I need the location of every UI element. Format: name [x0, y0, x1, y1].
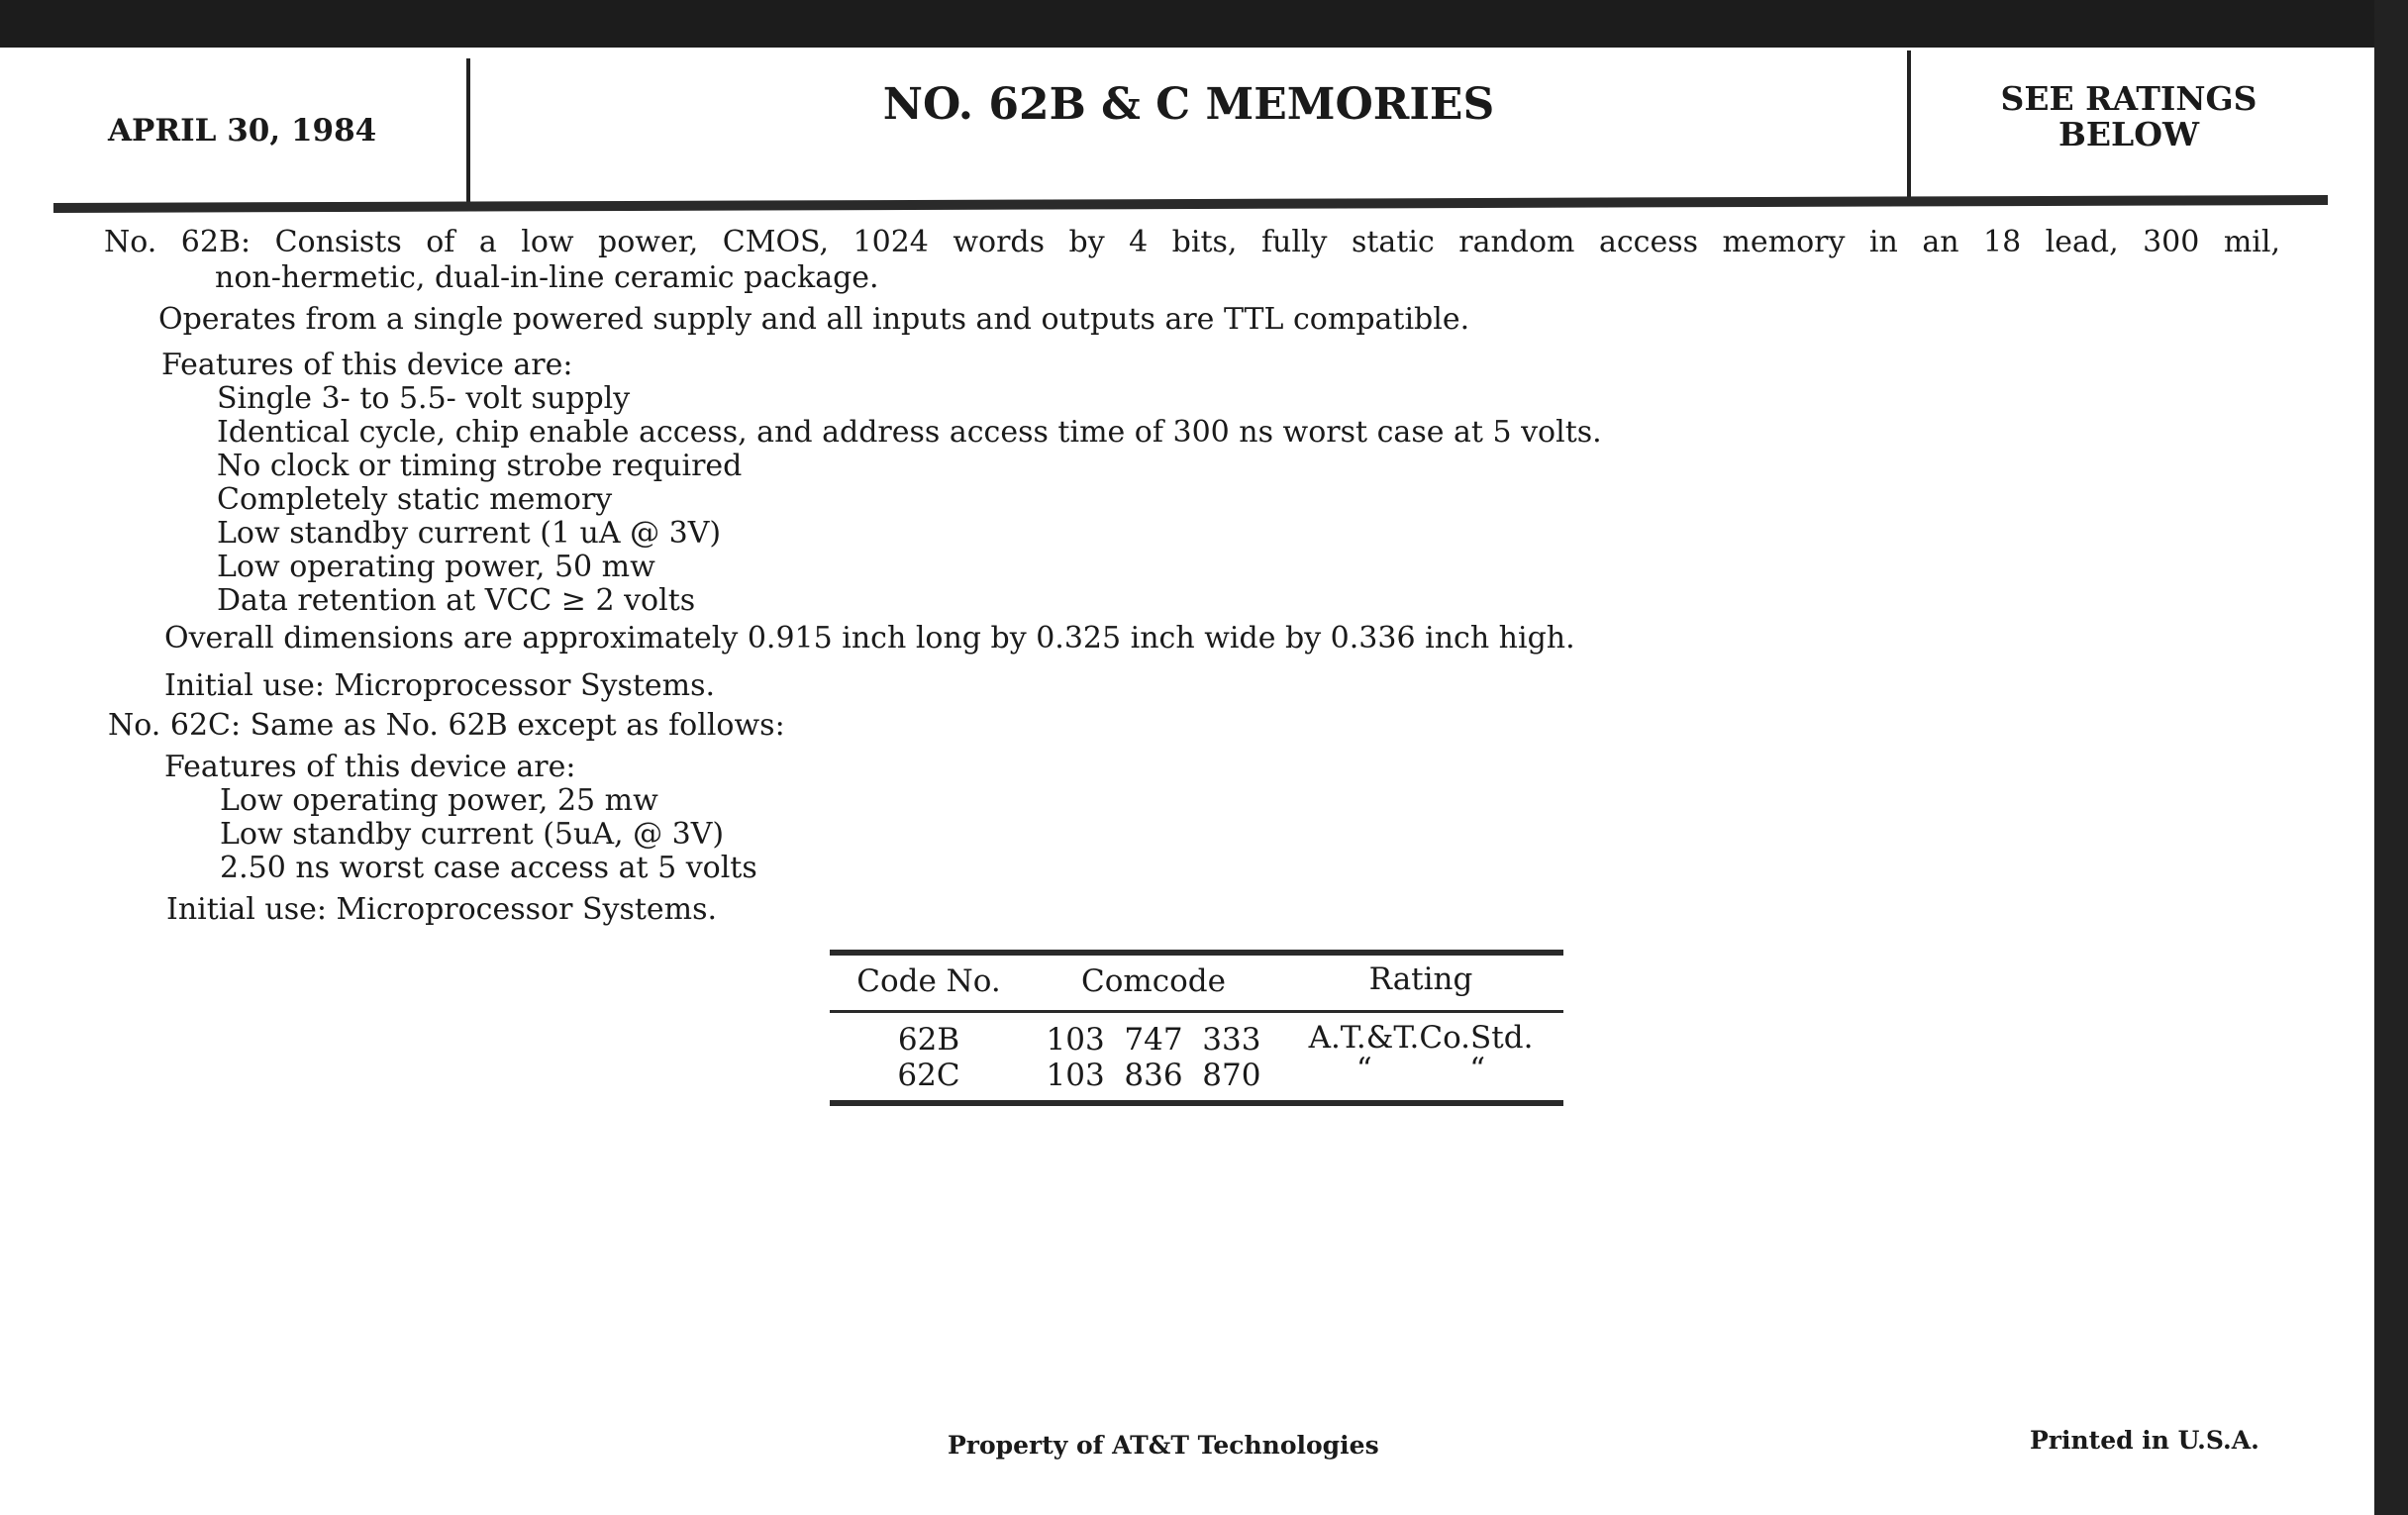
cell-comcode: 103 747 333 — [1046, 1022, 1261, 1058]
feature-item: Low operating power, 50 mw — [217, 550, 655, 584]
property-notice: Property of AT&T Technologies — [948, 1431, 1379, 1460]
cell-code: 62B — [897, 1022, 960, 1058]
feature-item: Single 3- to 5.5- volt supply — [217, 381, 631, 416]
printed-notice: Printed in U.S.A. — [2030, 1426, 2259, 1455]
header-rule — [53, 195, 2328, 213]
no62c-features-heading: Features of this device are: — [164, 750, 576, 784]
no62c-description: No. 62C: Same as No. 62B except as follows: — [108, 708, 785, 743]
table-bottom-rule — [830, 1100, 1563, 1106]
no62b-dimensions: Overall dimensions are approximately 0.915 inch long by 0.325 inch wide by 0.336 inch high. — [164, 621, 1575, 656]
cell-comcode: 103 836 870 — [1046, 1058, 1261, 1093]
feature-item: No clock or timing strobe required — [217, 449, 743, 483]
no62b-description: No. 62B: Consists of a low power, CMOS, 1024 words by 4 bits, fully static random access memory in an 18 lead, 300 mil, — [104, 225, 2280, 259]
no62b-initial-use: Initial use: Microprocessor Systems. — [164, 668, 716, 703]
no62b-operates: Operates from a single powered supply and all inputs and outputs are TTL compatible. — [158, 302, 1470, 337]
feature-item: Low operating power, 25 mw — [220, 783, 658, 818]
table-header-code: Code No. — [856, 963, 1001, 999]
scan-border-top — [0, 0, 2408, 48]
page-title: NO. 62B & C MEMORIES — [882, 79, 1495, 130]
ratings-note-line1: SEE RATINGS — [2000, 79, 2258, 118]
ratings-note — [1911, 81, 2347, 152]
cell-rating: A.T.&T.Co.Std. — [1308, 1020, 1534, 1056]
no62b-features-list — [217, 382, 1602, 618]
feature-item: 2.50 ns worst case access at 5 volts — [220, 851, 757, 885]
cell-code: 62C — [897, 1058, 960, 1093]
scan-border-right — [2374, 0, 2408, 1515]
feature-item: Low standby current (1 uA @ 3V) — [217, 516, 722, 551]
table-header-rating: Rating — [1368, 961, 1473, 997]
no62b-features-heading: Features of this device are: — [161, 348, 573, 382]
table-header-rule — [830, 1010, 1563, 1013]
cell-rating: “ “ — [1355, 1052, 1486, 1087]
ratings-note-line2: BELOW — [2057, 115, 2200, 153]
table-header-comcode: Comcode — [1081, 963, 1226, 999]
table-top-rule — [830, 950, 1563, 956]
document-date: APRIL 30, 1984 — [108, 113, 377, 149]
no62c-features-list — [220, 784, 757, 885]
no62c-initial-use: Initial use: Microprocessor Systems. — [166, 892, 718, 927]
feature-item: Completely static memory — [217, 482, 613, 517]
feature-item: Data retention at VCC ≥ 2 volts — [217, 583, 696, 618]
no62b-description-cont: non-hermetic, dual-in-line ceramic package. — [215, 260, 879, 295]
feature-item: Low standby current (5uA, @ 3V) — [220, 817, 725, 852]
feature-item: Identical cycle, chip enable access, and address access time of 300 ns worst case at 5 volts. — [217, 415, 1602, 450]
